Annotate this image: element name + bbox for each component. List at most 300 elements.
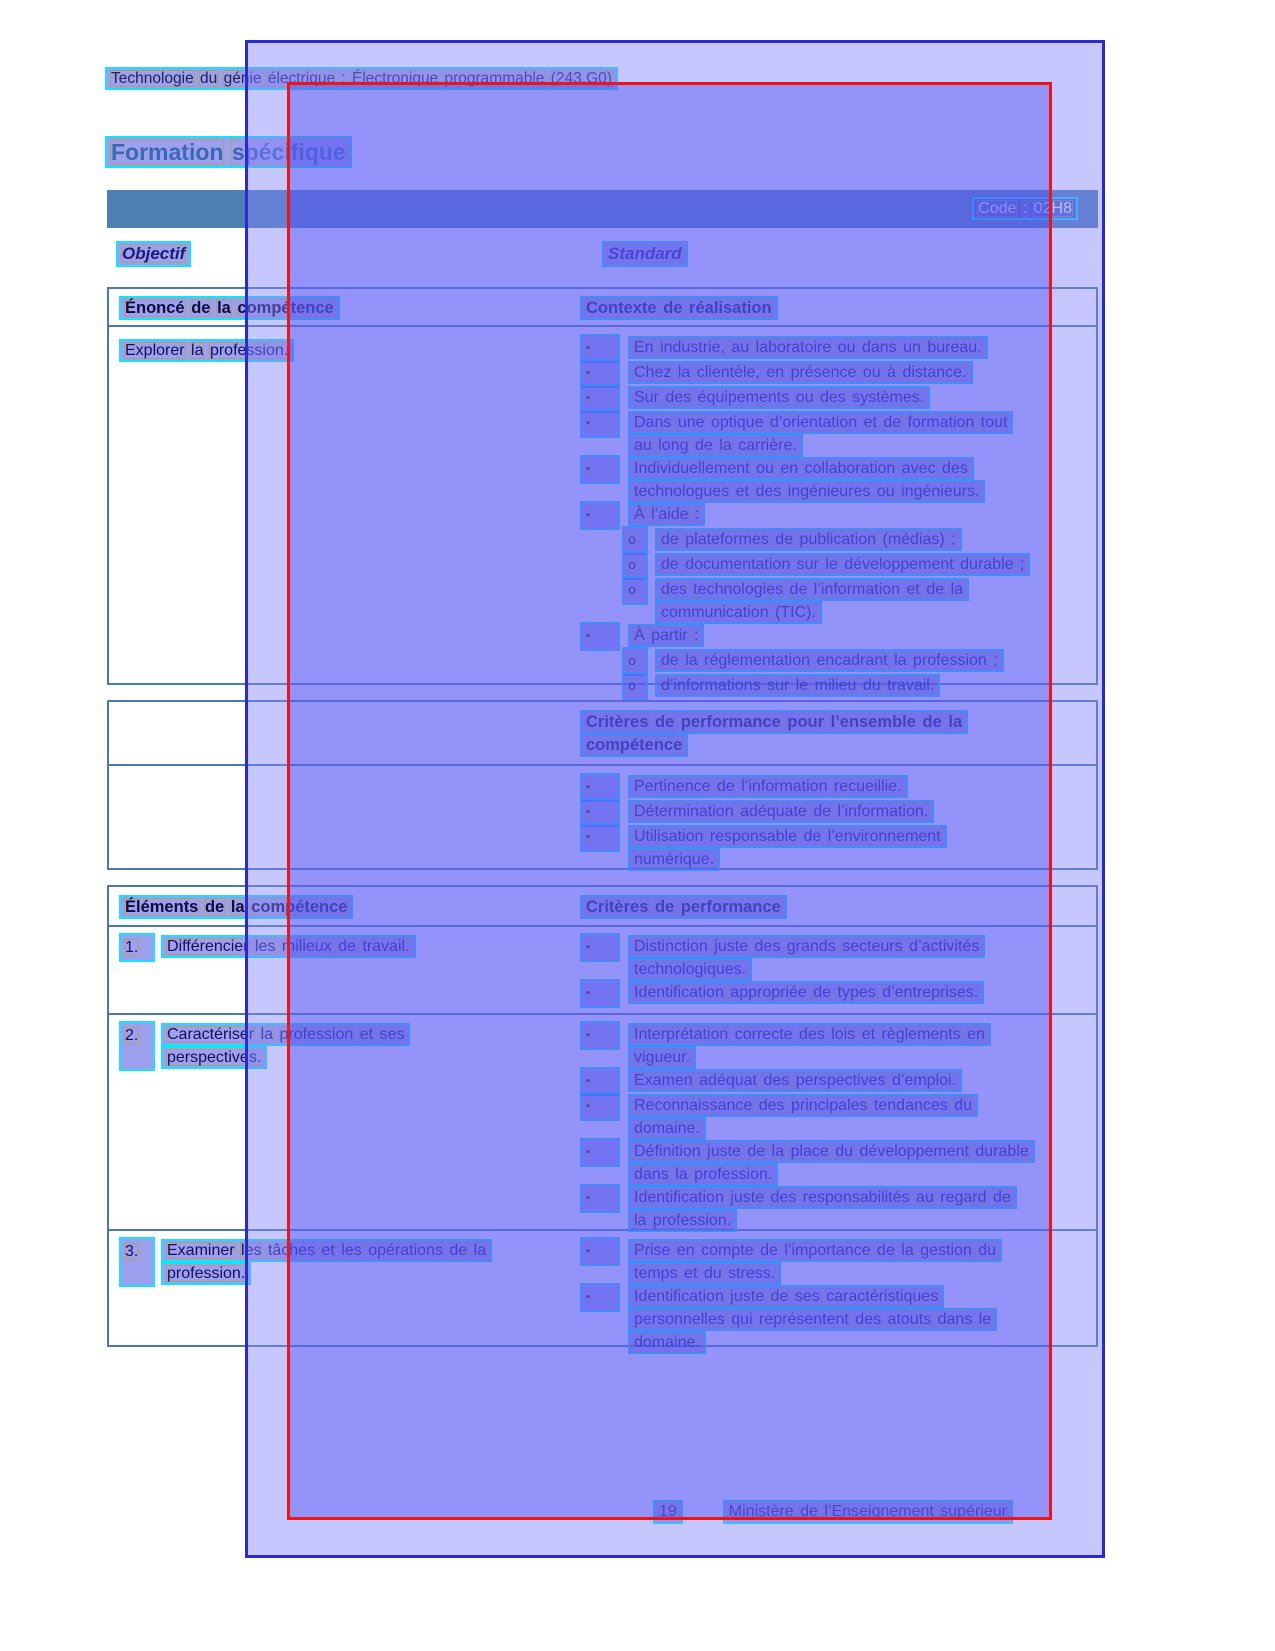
ocr-word-box: (243.G0) xyxy=(550,70,612,87)
ocr-word-box: développement xyxy=(844,556,954,573)
ocr-word-box: durable xyxy=(975,1143,1029,1160)
ocr-word-box: sur xyxy=(767,677,790,694)
bullet-icon xyxy=(582,624,618,649)
ocr-word-box: de xyxy=(747,1143,766,1160)
ocr-word-box: au xyxy=(634,437,652,454)
bullet-icon xyxy=(582,1239,618,1264)
sub-bullet-icon xyxy=(624,578,646,603)
ocr-word-box: génie xyxy=(223,70,262,87)
ocr-word-box: réalisation xyxy=(689,299,772,317)
sub-list-item xyxy=(582,578,1096,624)
bullet-icon xyxy=(582,775,618,800)
ocr-word-box: Critères xyxy=(586,898,649,916)
ocr-word-box: Détermination xyxy=(634,803,734,820)
list-item-text xyxy=(630,1188,1015,1230)
ocr-word-box: la xyxy=(719,437,732,454)
ocr-word-box: l’information xyxy=(813,581,901,598)
ocr-word-box: ou xyxy=(837,339,856,356)
ocr-word-box: Utilisation xyxy=(634,828,704,845)
standard-label xyxy=(604,243,686,265)
header-cell-contexte xyxy=(572,289,1096,325)
performance-ensemble-table xyxy=(107,700,1098,870)
ocr-word-box: Éléments xyxy=(125,898,199,916)
ocr-word-box: Caractériser xyxy=(167,1026,255,1043)
sub-list-item-text xyxy=(657,580,967,622)
ocr-word-box: réglementation xyxy=(704,652,810,669)
ocr-word-box: de xyxy=(654,713,675,731)
list-item xyxy=(582,1023,1096,1069)
header-enonce-text xyxy=(121,298,338,318)
ocr-word-box: ses xyxy=(794,1288,820,1305)
list-item-text xyxy=(630,937,983,979)
list-item xyxy=(582,1094,1096,1140)
ocr-word-box: des xyxy=(798,1026,825,1043)
ocr-word-box: de xyxy=(449,1242,468,1259)
performance-bullet-list xyxy=(572,766,1096,875)
ocr-word-box: Identification xyxy=(634,1189,724,1206)
list-item-text xyxy=(630,413,1011,455)
ocr-word-box: et xyxy=(906,581,920,598)
ocr-word-box: de xyxy=(813,984,832,1001)
ocr-word-box: juste xyxy=(730,1288,765,1305)
bullet-icon xyxy=(582,457,618,482)
ocr-word-box: et xyxy=(735,483,749,500)
ocr-word-box: dans xyxy=(634,1166,669,1183)
ocr-word-box: performance xyxy=(680,713,781,731)
ocr-word-box: responsable xyxy=(709,828,797,845)
criteria-bullet-list xyxy=(572,1015,1096,1229)
element-text xyxy=(163,1241,490,1283)
ocr-word-box: d’orientation xyxy=(769,414,858,431)
ocr-word-box: à xyxy=(887,364,897,381)
ocr-word-box: équipements xyxy=(697,389,790,406)
ocr-word-box: de xyxy=(926,581,945,598)
ocr-word-box: la xyxy=(894,652,907,669)
sub-list-item-text xyxy=(657,676,938,695)
bullet-icon xyxy=(582,411,618,436)
ocr-word-box: juste xyxy=(707,1143,741,1160)
list-item-text xyxy=(630,777,906,796)
ocr-word-box: les xyxy=(341,1242,362,1259)
ocr-word-box: dans xyxy=(937,1311,973,1328)
ocr-word-box: secteurs xyxy=(842,938,903,955)
list-item xyxy=(582,800,1096,825)
sub-list-item-text xyxy=(657,651,1002,670)
list-item xyxy=(582,825,1096,871)
list-item-text xyxy=(630,1241,1000,1283)
ocr-word-box: ▪ xyxy=(586,1146,590,1158)
ocr-word-box: gestion xyxy=(920,1242,972,1259)
header-cell-criteres-ensemble xyxy=(572,702,1096,764)
ocr-word-box: partir xyxy=(651,627,688,644)
objectif-label xyxy=(118,243,189,265)
ocr-word-box: 19 xyxy=(659,1503,677,1520)
page-footer xyxy=(655,1502,1011,1522)
ocr-word-box: ▪ xyxy=(586,781,590,793)
ocr-word-box: la xyxy=(771,1143,785,1160)
list-item-text xyxy=(630,459,983,501)
element-number xyxy=(121,935,153,960)
list-item-text xyxy=(630,1096,976,1138)
ocr-word-box: des xyxy=(754,938,781,955)
ocr-word-box: types xyxy=(837,984,876,1001)
ocr-word-box: principales xyxy=(791,1097,868,1114)
ocr-word-box: Code xyxy=(978,200,1017,217)
ocr-word-box: formation xyxy=(907,414,975,431)
ocr-word-box: ▪ xyxy=(586,630,590,642)
empty-cell xyxy=(109,702,572,764)
performance-table-body-row xyxy=(109,766,1096,875)
ocr-word-box: compétence xyxy=(237,299,334,317)
list-item xyxy=(582,411,1096,457)
ocr-word-box: Contexte xyxy=(586,299,657,317)
ocr-word-box: le xyxy=(795,677,809,694)
ocr-word-box: : xyxy=(1022,200,1028,217)
ocr-word-box: (TIC). xyxy=(775,604,816,621)
list-item xyxy=(582,386,1096,411)
list-item xyxy=(582,457,1096,503)
sub-list-item xyxy=(582,553,1096,578)
ocr-word-box: la xyxy=(950,581,964,598)
sub-list-item-text xyxy=(657,530,960,549)
ocr-word-box: la xyxy=(634,1212,647,1229)
ocr-word-box: l’aide xyxy=(651,506,689,523)
header-cell-enonce xyxy=(109,289,572,325)
ocr-word-box: lois xyxy=(831,1026,856,1043)
running-header xyxy=(107,70,616,88)
ocr-word-box: regard xyxy=(940,1189,987,1206)
ocr-word-box: ▪ xyxy=(586,1100,590,1112)
ocr-word-box: d’emploi. xyxy=(891,1072,957,1089)
ocr-word-box: les xyxy=(241,1242,262,1259)
list-item xyxy=(582,1069,1096,1094)
ocr-word-box: ▪ xyxy=(586,367,590,379)
ocr-word-box: l’importance xyxy=(784,1242,871,1259)
list-item-text xyxy=(630,505,703,524)
ocr-word-box: distance. xyxy=(902,364,967,381)
ocr-word-box: Formation xyxy=(111,139,224,165)
ocr-word-box: Électronique xyxy=(352,70,439,87)
page-title-text xyxy=(107,138,350,166)
ocr-word-box: : xyxy=(694,506,700,523)
ocr-word-box: des xyxy=(770,1189,797,1206)
list-item-text xyxy=(630,1025,989,1067)
ocr-word-box: d’informations xyxy=(661,677,761,694)
ocr-word-box: la xyxy=(677,364,691,381)
ocr-word-box: sur xyxy=(796,556,819,573)
ocr-word-box: de xyxy=(813,803,832,820)
ocr-word-box: o xyxy=(628,582,637,598)
ocr-word-box: de xyxy=(204,898,225,916)
list-item-text xyxy=(630,363,971,382)
ocr-word-box: encadrant xyxy=(816,652,888,669)
ocr-word-box: ingénieurs. xyxy=(901,483,980,500)
ocr-word-box: profession. xyxy=(209,342,289,359)
ocr-word-box: des xyxy=(855,1311,882,1328)
ocr-word-box: ▪ xyxy=(586,941,590,953)
sub-bullet-icon xyxy=(624,528,646,553)
ocr-word-box: du xyxy=(954,1097,973,1114)
list-item xyxy=(582,935,1096,981)
ocr-word-box: ; xyxy=(1019,556,1025,573)
ocr-word-box: place xyxy=(790,1143,829,1160)
ocr-word-box: responsabilités xyxy=(802,1189,910,1206)
sub-bullet-icon xyxy=(624,553,646,578)
list-item-text xyxy=(630,1142,1033,1184)
ocr-word-box: au xyxy=(915,1189,934,1206)
ocr-word-box: o xyxy=(628,532,637,548)
ocr-word-box: la xyxy=(217,299,231,317)
competence-statement-cell xyxy=(109,327,572,703)
element-text xyxy=(163,1025,408,1067)
ocr-word-box: stress. xyxy=(728,1265,776,1282)
ocr-word-box: adéquate xyxy=(740,803,807,820)
ocr-word-box: 02H8 xyxy=(1033,200,1072,217)
ocr-word-box: Pertinence xyxy=(634,778,711,795)
performance-table-header-row xyxy=(109,702,1096,766)
ocr-word-box: ▪ xyxy=(586,1029,590,1041)
ocr-word-box: 2. xyxy=(125,1027,139,1044)
sub-bullet-icon xyxy=(624,674,646,699)
sub-list-item-text xyxy=(657,555,1028,574)
ocr-word-box: ingénieures xyxy=(787,483,871,500)
bullet-icon xyxy=(582,336,618,361)
ocr-word-box: ▪ xyxy=(586,392,590,404)
header-elements-text xyxy=(121,897,351,917)
page-title xyxy=(107,139,350,166)
ocr-word-box: vigueur. xyxy=(634,1049,691,1066)
ocr-word-box: le xyxy=(978,1311,992,1328)
ocr-word-box: ▪ xyxy=(586,806,590,818)
ocr-word-box: domaine. xyxy=(634,1120,700,1137)
ocr-word-box: pour xyxy=(787,713,825,731)
header-contexte-text xyxy=(582,298,776,318)
ocr-word-box: Identification xyxy=(634,1288,724,1305)
ocr-word-box: l’Enseignement xyxy=(824,1503,934,1520)
ocr-word-box: profession xyxy=(279,1026,354,1043)
ocr-word-box: travail. xyxy=(887,677,935,694)
ocr-word-box: Prise xyxy=(634,1242,671,1259)
code-text xyxy=(974,199,1076,218)
ocr-word-box: opérations xyxy=(368,1242,443,1259)
ocr-word-box: domaine. xyxy=(634,1334,700,1351)
element-cell xyxy=(109,927,572,1013)
bullet-icon xyxy=(582,361,618,386)
elements-table-header-row xyxy=(109,887,1096,927)
ocr-word-box: ▪ xyxy=(586,463,590,475)
ocr-word-box: Dans xyxy=(634,414,672,431)
ocr-word-box: : xyxy=(694,627,699,644)
ocr-word-box: o xyxy=(628,653,637,669)
ocr-word-box: temps xyxy=(634,1265,678,1282)
list-item xyxy=(582,1239,1096,1285)
ocr-word-box: de xyxy=(716,778,735,795)
list-item-text xyxy=(630,983,982,1002)
ocr-word-box: du xyxy=(862,677,881,694)
ocr-word-box: communication xyxy=(661,604,769,621)
ocr-word-box: bureau. xyxy=(927,339,982,356)
ocr-word-box: avec xyxy=(901,460,936,477)
ocr-word-box: la xyxy=(260,1026,274,1043)
ocr-word-box: représentent xyxy=(759,1311,849,1328)
ocr-word-box: en xyxy=(676,1242,695,1259)
list-item xyxy=(582,775,1096,800)
ocr-word-box: adéquat xyxy=(699,1072,757,1089)
ocr-word-box: de xyxy=(883,414,902,431)
ocr-word-box: des xyxy=(665,389,692,406)
ocr-word-box: ; xyxy=(951,531,956,548)
ocr-word-box: publication xyxy=(799,531,877,548)
ocr-word-box: Sur xyxy=(634,389,659,406)
bullet-icon xyxy=(582,1186,618,1211)
ocr-word-box: ou xyxy=(876,483,895,500)
bullet-icon xyxy=(582,1285,618,1310)
ocr-word-box: technologiques. xyxy=(634,961,747,978)
ocr-word-box: ▪ xyxy=(586,417,590,429)
ocr-word-box: la xyxy=(948,713,963,731)
element-row-2 xyxy=(109,1015,1096,1231)
context-bullet-list xyxy=(572,327,1096,703)
ocr-word-box: tendances xyxy=(873,1097,948,1114)
ocr-word-box: profession. xyxy=(694,1166,773,1183)
ocr-word-box: Individuellement xyxy=(634,460,750,477)
ocr-word-box: profession. xyxy=(167,1265,246,1282)
ocr-word-box: de xyxy=(877,1242,895,1259)
ocr-word-box: ou xyxy=(756,460,774,477)
ocr-word-box: la xyxy=(473,1242,487,1259)
ocr-word-box: la xyxy=(685,652,698,669)
ocr-word-box: Ministère xyxy=(728,1503,794,1520)
ocr-word-box: compte xyxy=(701,1242,754,1259)
ocr-word-box: compétence xyxy=(251,898,348,916)
bullet-icon xyxy=(582,1094,618,1119)
ocr-word-box: le xyxy=(825,556,838,573)
ocr-word-box: les xyxy=(254,938,276,955)
ocr-word-box: perspectives. xyxy=(167,1049,262,1066)
ocr-word-box: 1. xyxy=(125,939,139,956)
bullet-icon xyxy=(582,1140,618,1165)
ocr-word-box: Critères xyxy=(586,713,649,731)
ocr-word-box: programmable xyxy=(444,70,545,87)
ocr-word-box: personnelles xyxy=(634,1311,725,1328)
bullet-icon xyxy=(582,503,618,528)
bullet-icon xyxy=(582,981,618,1006)
ocr-word-box: de xyxy=(191,299,211,317)
competence-table xyxy=(107,287,1098,694)
objectif-standard-row xyxy=(107,241,1098,273)
ocr-word-box: Technologie xyxy=(111,70,194,87)
header-criteres-ensemble-text xyxy=(582,712,966,755)
ocr-word-box: ; xyxy=(993,652,998,669)
ocr-word-box: en xyxy=(967,1026,985,1043)
criteria-bullet-list xyxy=(572,1231,1096,1358)
ocr-word-box: grands xyxy=(786,938,836,955)
sub-list-item xyxy=(582,674,1096,699)
ocr-word-box: la xyxy=(901,1242,914,1259)
ocr-word-box: supérieur xyxy=(940,1503,1007,1520)
ocr-word-box: systèmes. xyxy=(852,389,925,406)
ocr-word-box: technologues xyxy=(634,483,730,500)
ocr-word-box: Explorer xyxy=(125,342,185,359)
ocr-word-box: tout xyxy=(980,414,1008,431)
ocr-word-box: qui xyxy=(731,1311,753,1328)
ocr-word-box: de xyxy=(661,556,679,573)
ocr-word-box: et xyxy=(861,1026,876,1043)
ocr-word-box: Distinction xyxy=(634,938,708,955)
ocr-word-box: ▪ xyxy=(586,1075,590,1087)
ocr-word-box: et xyxy=(321,1242,335,1259)
ocr-word-box: de xyxy=(789,581,808,598)
ocr-word-box: o xyxy=(628,557,637,573)
header-cell-criteres xyxy=(572,887,1096,925)
bullet-icon xyxy=(582,386,618,411)
ocr-word-box: industrie, xyxy=(660,339,725,356)
element-number xyxy=(121,1239,153,1285)
ocr-word-box: perspectives xyxy=(795,1072,886,1089)
ocr-word-box: l’information. xyxy=(837,803,929,820)
ocr-word-box: de xyxy=(922,713,942,731)
criteria-bullet-list xyxy=(572,927,1096,1013)
ocr-word-box: du xyxy=(200,70,218,87)
element-text xyxy=(163,937,414,956)
ocr-word-box: électrique xyxy=(267,70,336,87)
list-item-text xyxy=(630,827,945,869)
ocr-word-box: Définition xyxy=(634,1143,701,1160)
ocr-word-box: de xyxy=(760,1242,778,1259)
sub-list-item xyxy=(582,649,1096,674)
element-number xyxy=(121,1023,153,1069)
list-item xyxy=(582,336,1096,361)
ocr-word-box: ▪ xyxy=(586,831,590,843)
ocr-word-box: : xyxy=(341,70,346,87)
ocr-word-box: En xyxy=(634,339,654,356)
ocr-word-box: l’environnement xyxy=(827,828,941,845)
element-cell xyxy=(109,1015,572,1229)
element-row-3 xyxy=(109,1231,1096,1358)
ocr-word-box: la xyxy=(230,898,245,916)
ocr-word-box: au xyxy=(731,339,750,356)
ocr-word-box: de xyxy=(654,898,675,916)
ocr-word-box: ▪ xyxy=(586,987,590,999)
ocr-word-box: documentation xyxy=(685,556,791,573)
list-item-text xyxy=(630,1071,960,1090)
bullet-icon xyxy=(582,825,618,850)
list-item xyxy=(582,1285,1096,1354)
list-item xyxy=(582,981,1096,1006)
ocr-word-box: de xyxy=(694,437,713,454)
ocr-word-box: correcte xyxy=(734,1026,793,1043)
ocr-word-box: et xyxy=(863,414,877,431)
ocr-word-box: optique xyxy=(710,414,764,431)
ocr-word-box: de xyxy=(800,1503,818,1520)
list-item-text xyxy=(630,802,932,821)
running-header-text xyxy=(107,69,616,88)
ocr-word-box: du xyxy=(835,1143,854,1160)
competence-table-header-row xyxy=(109,289,1096,327)
ocr-word-box: À xyxy=(634,506,645,523)
ocr-word-box: du xyxy=(978,1242,997,1259)
page-number xyxy=(655,1502,681,1522)
ocr-word-box: compétence xyxy=(586,736,683,754)
ocr-word-box: ▪ xyxy=(586,1245,590,1257)
ocr-word-box: collaboration xyxy=(804,460,896,477)
ocr-word-box: ▪ xyxy=(586,342,590,354)
ocr-word-box: des xyxy=(942,460,968,477)
ocr-word-box: ▪ xyxy=(586,509,590,521)
sub-bullet-icon xyxy=(624,649,646,674)
ocr-word-box: profession. xyxy=(652,1212,732,1229)
ocr-word-box: Objectif xyxy=(122,244,186,263)
